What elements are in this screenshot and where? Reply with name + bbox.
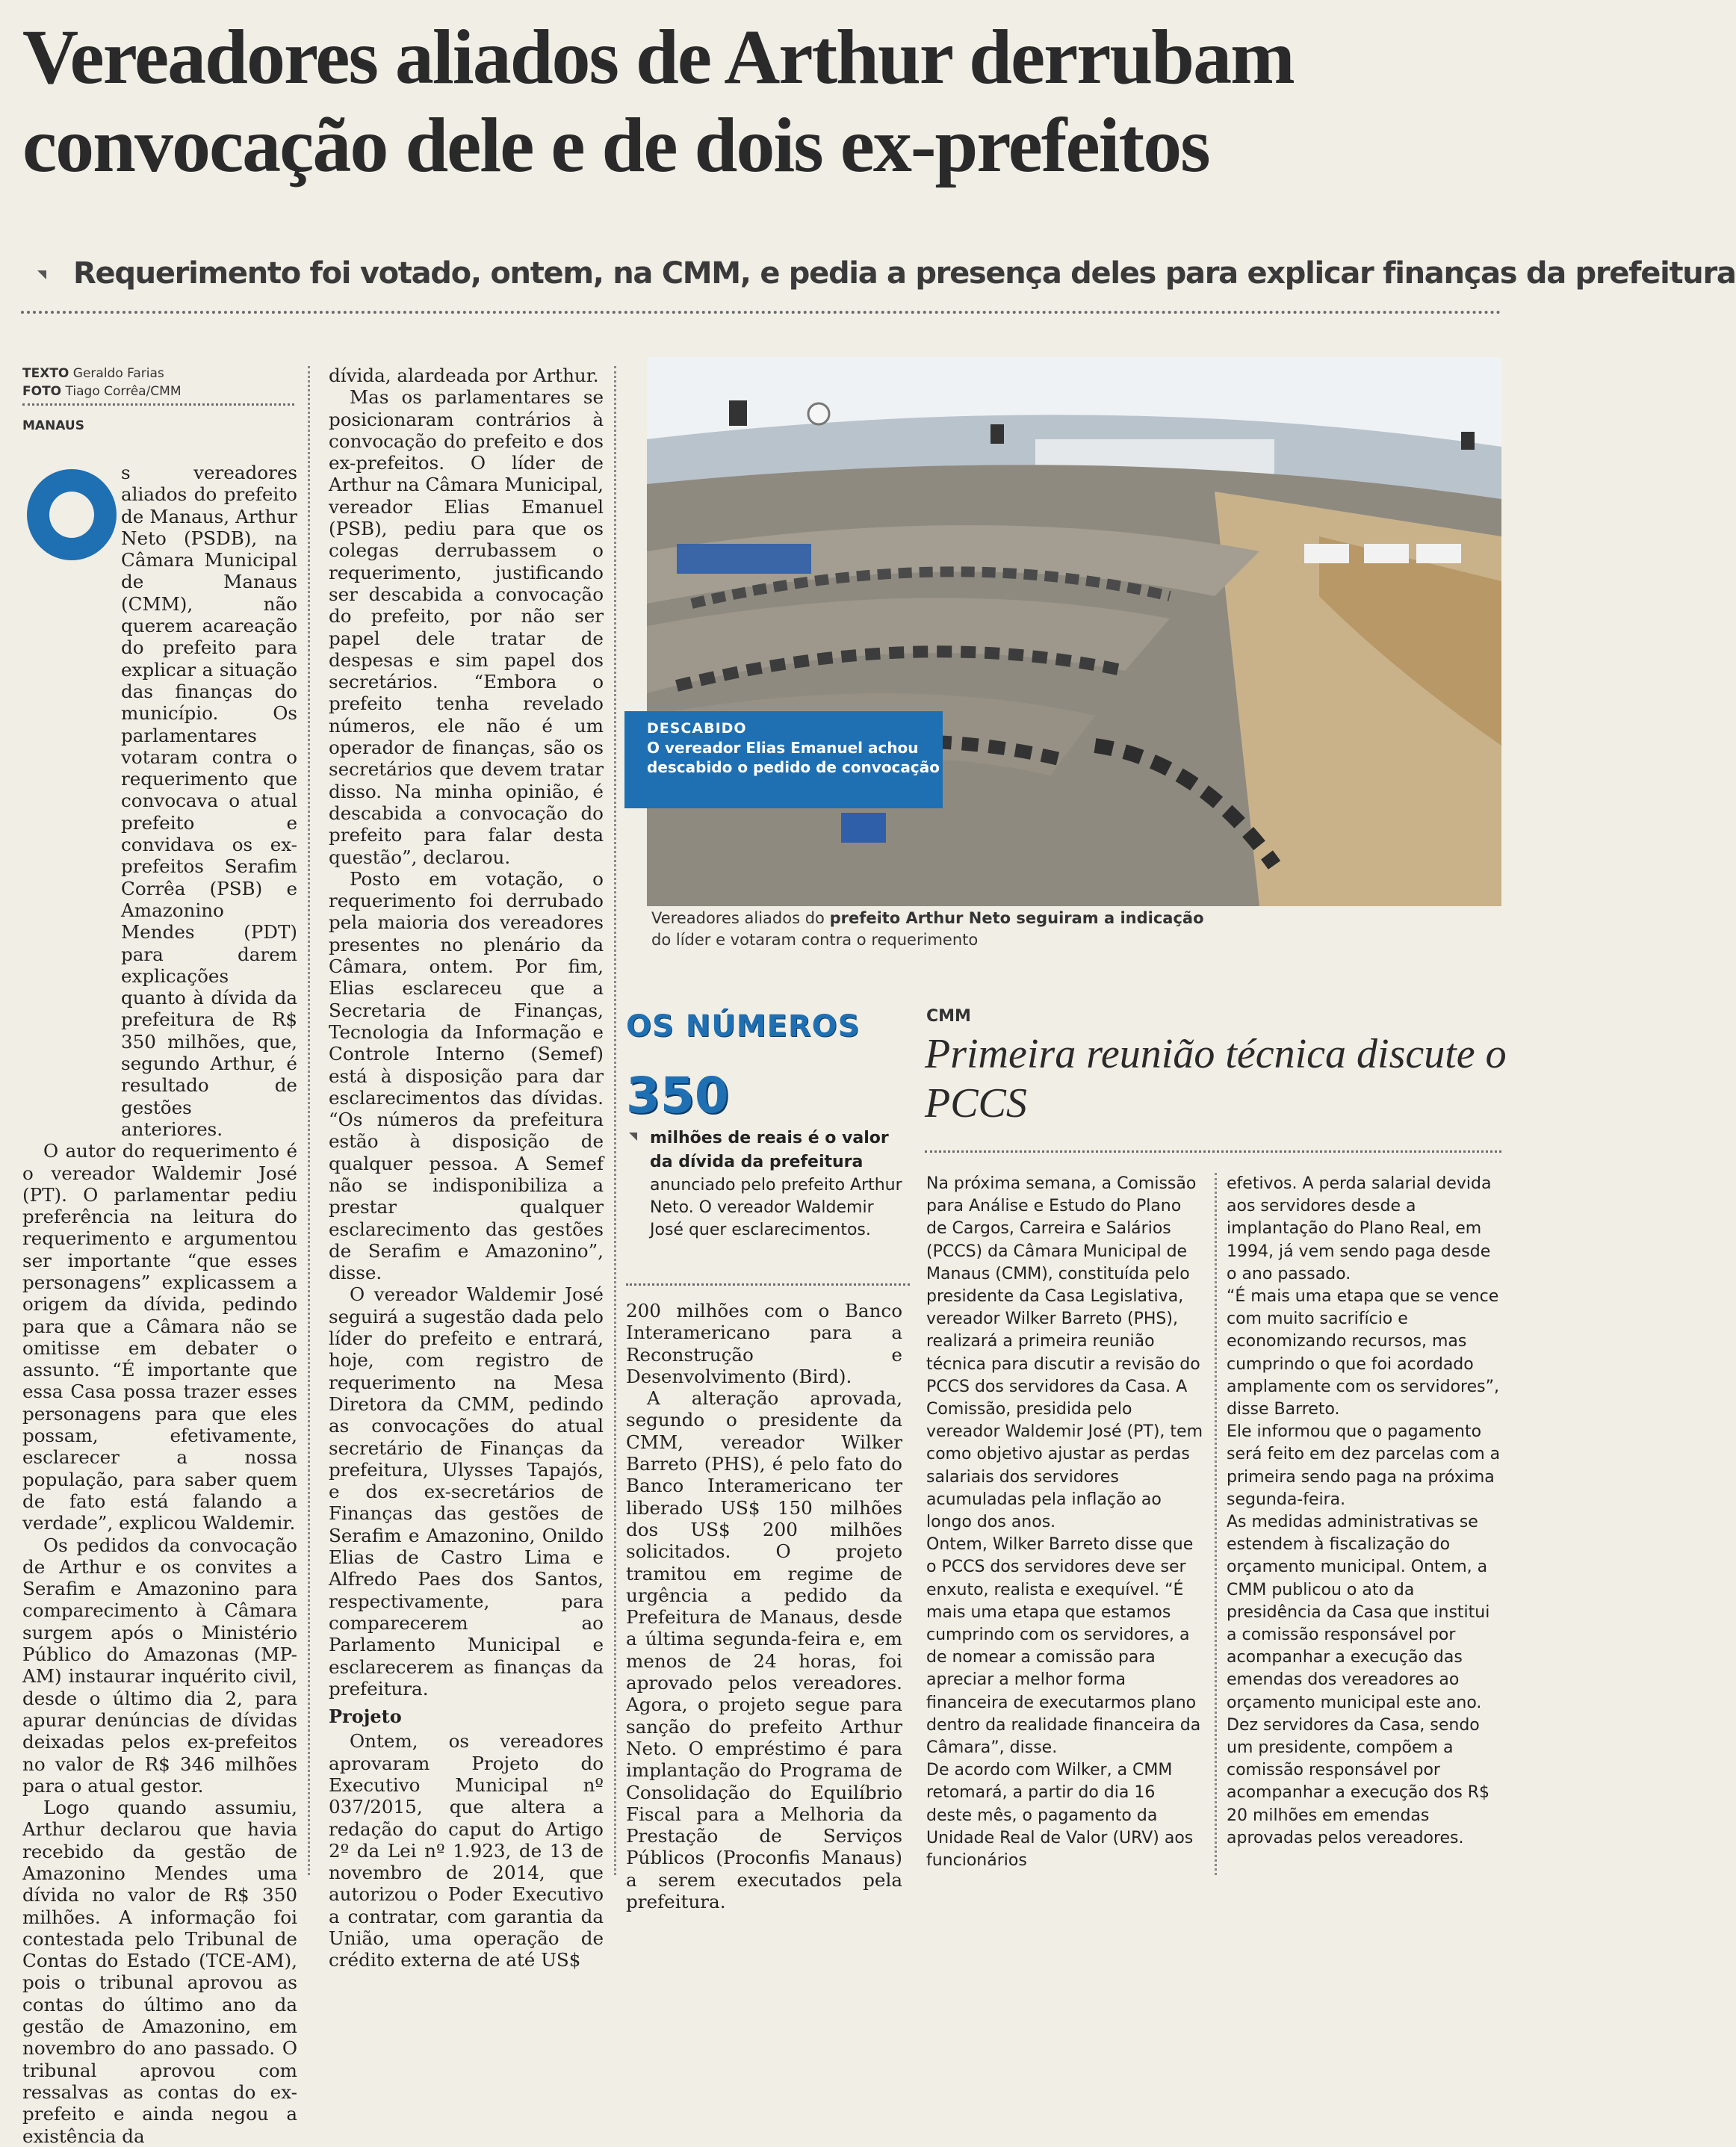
subhead-row	[37, 254, 1736, 299]
photo-label-box	[624, 711, 943, 808]
credit-divider	[22, 403, 294, 406]
top-divider	[21, 311, 1501, 314]
article-paragraph: s vereadores aliados do prefeito de Manaus, Arthur Neto (PSDB), na Câmara Municipal de Manaus (CMM), não querem acareação do prefeito para explicar a situação das finanças do município. Os parlamentares votaram contra o requerimento que convocava o atual prefeito e convidava os ex-prefeitos Serafim Corrêa (PSB) e Amazonino Mendes (PDT) para darem explicações quanto à dívida da prefeitura de R$ 350 milhões, que, segundo Arthur, é resultado de gestões anteriores.	[121, 462, 297, 1140]
caption-start: Vereadores aliados do	[651, 909, 830, 927]
article-paragraph: Ontem, os vereadores aprovaram Projeto do Executivo Municipal nº 037/2015, que altera a redação do caput do Artigo 2º da Lei nº 1.923, de 13 de novembro de 2014, que autorizou o Poder Executivo a contratar, com garantia da União, uma operação de crédito externa de até US$	[329, 1730, 604, 1971]
headline: Vereadores aliados de Arthur derrubam convocação dele e de dois ex-prefeitos	[22, 14, 1294, 188]
subhead: Requerimento foi votado, ontem, na CMM, e pedia a presença deles para explicar finanças da prefeitura	[73, 256, 1736, 291]
sidebar-paragraph: Ele informou que o pagamento será feito em dez parcelas com a primeira sendo paga na próxima segunda-feira.	[1227, 1422, 1501, 1509]
caption-end: do líder e votaram contra o requerimento	[651, 931, 979, 949]
article-paragraph: O autor do requerimento é o vereador Waldemir José (PT). O parlamentar pediu preferência na leitura do requerimento e argumentou ser importante “que esses personagens” explicassem a origem da dívida, pedindo para que a Câmara não se omitisse em debater o assunto. “É importante que essa Casa possa trazer esses personagens para que eles possam, efetivamente, esclarecer a nossa população, para saber quem de fato está falando a verdade”, explicou Waldemir.	[22, 1140, 297, 1534]
numbers-title: OS NÚMEROS	[626, 1009, 861, 1044]
sidebar-title: Primeira reunião técnica discute o PCCS	[925, 1031, 1507, 1127]
triangle-bullet-icon	[629, 1133, 637, 1141]
numbers-note: anunciado pelo prefeito Arthur Neto. O vereador Waldemir José quer esclarecimentos.	[650, 1176, 902, 1239]
photo-label-text: O vereador Elias Emanuel achou descabido o pedido de convocação	[647, 739, 940, 776]
article-paragraph: Os pedidos da convocação de Arthur e os convites a Serafim e Amazonino para comparecimento à Câmara surgem após o Ministério Público do Amazonas (MP-AM) instaurar inquérito civil, desde o último dia 2, para apurar denúncias de dívidas deixadas pelos ex-prefeitos no valor de R$ 346 milhões para o atual gestor.	[22, 1534, 297, 1797]
subsection-heading: Projeto	[329, 1705, 402, 1728]
photo-label-title: DESCABIDO	[647, 720, 747, 737]
photo-caption	[651, 908, 1503, 951]
column-rule	[308, 366, 310, 1875]
sidebar-paragraph: efetivos. A perda salarial devida aos servidores desde a implantação do Plano Real, em 1994, já vem sendo paga desde o ano passado.	[1227, 1174, 1492, 1283]
column-rule	[1215, 1173, 1217, 1875]
caption-bold: prefeito Arthur Neto seguiram a indicação	[829, 909, 1204, 927]
numbers-divider	[626, 1283, 910, 1286]
sidebar-divider	[925, 1150, 1501, 1153]
column-rule	[614, 366, 616, 1875]
sidebar-tag: CMM	[926, 1007, 971, 1026]
article-col-2	[329, 365, 604, 1971]
article-paragraph: dívida, alardeada por Arthur.	[329, 365, 599, 386]
sidebar-paragraph: As medidas administrativas se estendem à fiscalização do orçamento municipal. Ontem, a CMM publicou o ato da presidência da Casa que institui a comissão responsável por acompanhar a execução das emendas dos vereadores ao orçamento municipal este ano. Dez servidores da Casa, sendo um presidente, compõem a comissão responsável por acompanhar a execução dos R$ 20 milhões em emendas aprovadas pelos vereadores.	[1227, 1513, 1490, 1847]
texto-label: TEXTO	[22, 366, 69, 381]
credits	[22, 365, 299, 400]
article-paragraph: 200 milhões com o Banco Interamericano para a Reconstrução e Desenvolvimento (Bird).	[626, 1300, 902, 1387]
sidebar-col-1	[926, 1173, 1203, 1872]
foto-label: FOTO	[22, 384, 62, 399]
article-paragraph: Mas os parlamentares se posicionaram contrários à convocação do prefeito e dos ex-prefeitos. O líder de Arthur na Câmara Municipal, vereador Elias Emanuel (PSB), pediu para que os colegas derrubassem o requerimento, justificando ser descabida a convocação do prefeito, por não ser papel dele tratar de despesas e sim papel dos secretários. “Embora o prefeito tenha revelado números, ele não é um operador de finanças, são os secretários que devem tratar disso. Na minha opinião, é descabida a convocação do prefeito para falar desta questão”, declarou.	[329, 386, 604, 868]
article-col-3	[626, 1300, 902, 1912]
article-paragraph: A alteração aprovada, segundo o presidente da CMM, vereador Wilker Barreto (PHS), é pelo fato do Banco Interamericano ter liberado US$ 150 milhões dos US$ 200 milhões solicitados. O projeto tramitou em regime de urgência a pedido da Prefeitura de Manaus, desde a última segunda-feira e, em menos de 24 horas, foi aprovado pelos vereadores. Agora, o projeto segue para sanção do prefeito Arthur Neto. O empréstimo é para implantação do Programa de Consolidação do Equilíbrio Fiscal para a Melhoria da Prestação de Serviços Públicos (Proconfis Manaus) a serem executados pela prefeitura.	[626, 1387, 902, 1913]
sidebar-paragraph: Ontem, Wilker Barreto disse que o PCCS dos servidores deve ser enxuto, realista e exequível. “É mais uma etapa que estamos cumprindo com os servidores, a de nomear a comissão para apreciar a melhor forma financeira de executarmos plano dentro da realidade financeira da Câmara”, disse.	[926, 1535, 1201, 1758]
article-paragraph: O vereador Waldemir José seguirá a sugestão dada pelo líder do prefeito e entrará, hoje, com registro de requerimento na Mesa Diretora da CMM, pedindo as convocações do atual secretário de Finanças da prefeitura, Ulysses Tapajós, e dos ex-secretários de Finanças das gestões de Serafim e Amazonino, Onildo Elias de Castro Lima e Alfredo Paes dos Santos, respectivamente, para comparecerem ao Parlamento Municipal e esclarecerem as finanças da prefeitura.	[329, 1283, 604, 1700]
sidebar-paragraph: “É mais uma etapa que se vence com muito sacrifício e economizando recursos, mas cumprindo o que foi acordado amplamente com os servidores”, disse Barreto.	[1227, 1287, 1499, 1419]
foto-name: Tiago Corrêa/CMM	[65, 384, 182, 399]
triangle-bullet-icon	[37, 270, 46, 279]
sidebar-col-2	[1227, 1173, 1504, 1850]
numbers-description: milhões de reais é o valor da dívida da prefeitura	[650, 1129, 889, 1171]
council-chamber-photo	[647, 357, 1501, 906]
location: MANAUS	[22, 418, 84, 433]
article-paragraph: Logo quando assumiu, Arthur declarou que havia recebido da gestão de Amazonino Mendes uma dívida no valor de R$ 350 milhões. A informação foi contestada pelo Tribunal de Contas do Estado (TCE-AM), pois o tribunal aprovou as contas do último ano da gestão de Amazonino, em novembro do ano passado. O tribunal aprovou com ressalvas as contas do ex-prefeito e ainda negou a existência da	[22, 1797, 297, 2147]
article-paragraph: Posto em votação, o requerimento foi derrubado pela maioria dos vereadores presentes no plenário da Câmara, ontem. Por fim, Elias esclareceu que a Secretaria de Finanças, Tecnologia da Informação e Controle Interno (Semef) está à disposição para dar esclarecimentos das dívidas. “Os números da prefeitura estão à disposição de qualquer pessoa. A Semef não se indisponibiliza a prestar qualquer esclarecimento das gestões de Serafim e Amazonino”, disse.	[329, 867, 604, 1284]
article-col-1	[22, 462, 297, 2147]
sidebar-paragraph: De acordo com Wilker, a CMM retomará, a partir do dia 16 deste mês, o pagamento da Unidade Real de Valor (URV) aos funcionários	[926, 1761, 1194, 1871]
sidebar-paragraph: Na próxima semana, a Comissão para Análise e Estudo do Plano de Cargos, Carreira e Salários (PCCS) da Câmara Municipal de Manaus (CMM), constituída pelo presidente da Casa Legislativa, vereador Wilker Barreto (PHS), realizará a primeira reunião técnica para discutir a revisão do PCCS dos servidores da Casa. A Comissão, presidida pelo vereador Waldemir José (PT), tem como objetivo ajustar as perdas salariais dos servidores acumuladas pela inflação ao longo dos anos.	[926, 1174, 1203, 1532]
texto-name: Geraldo Farias	[72, 366, 164, 381]
numbers-value: 350	[626, 1067, 729, 1124]
